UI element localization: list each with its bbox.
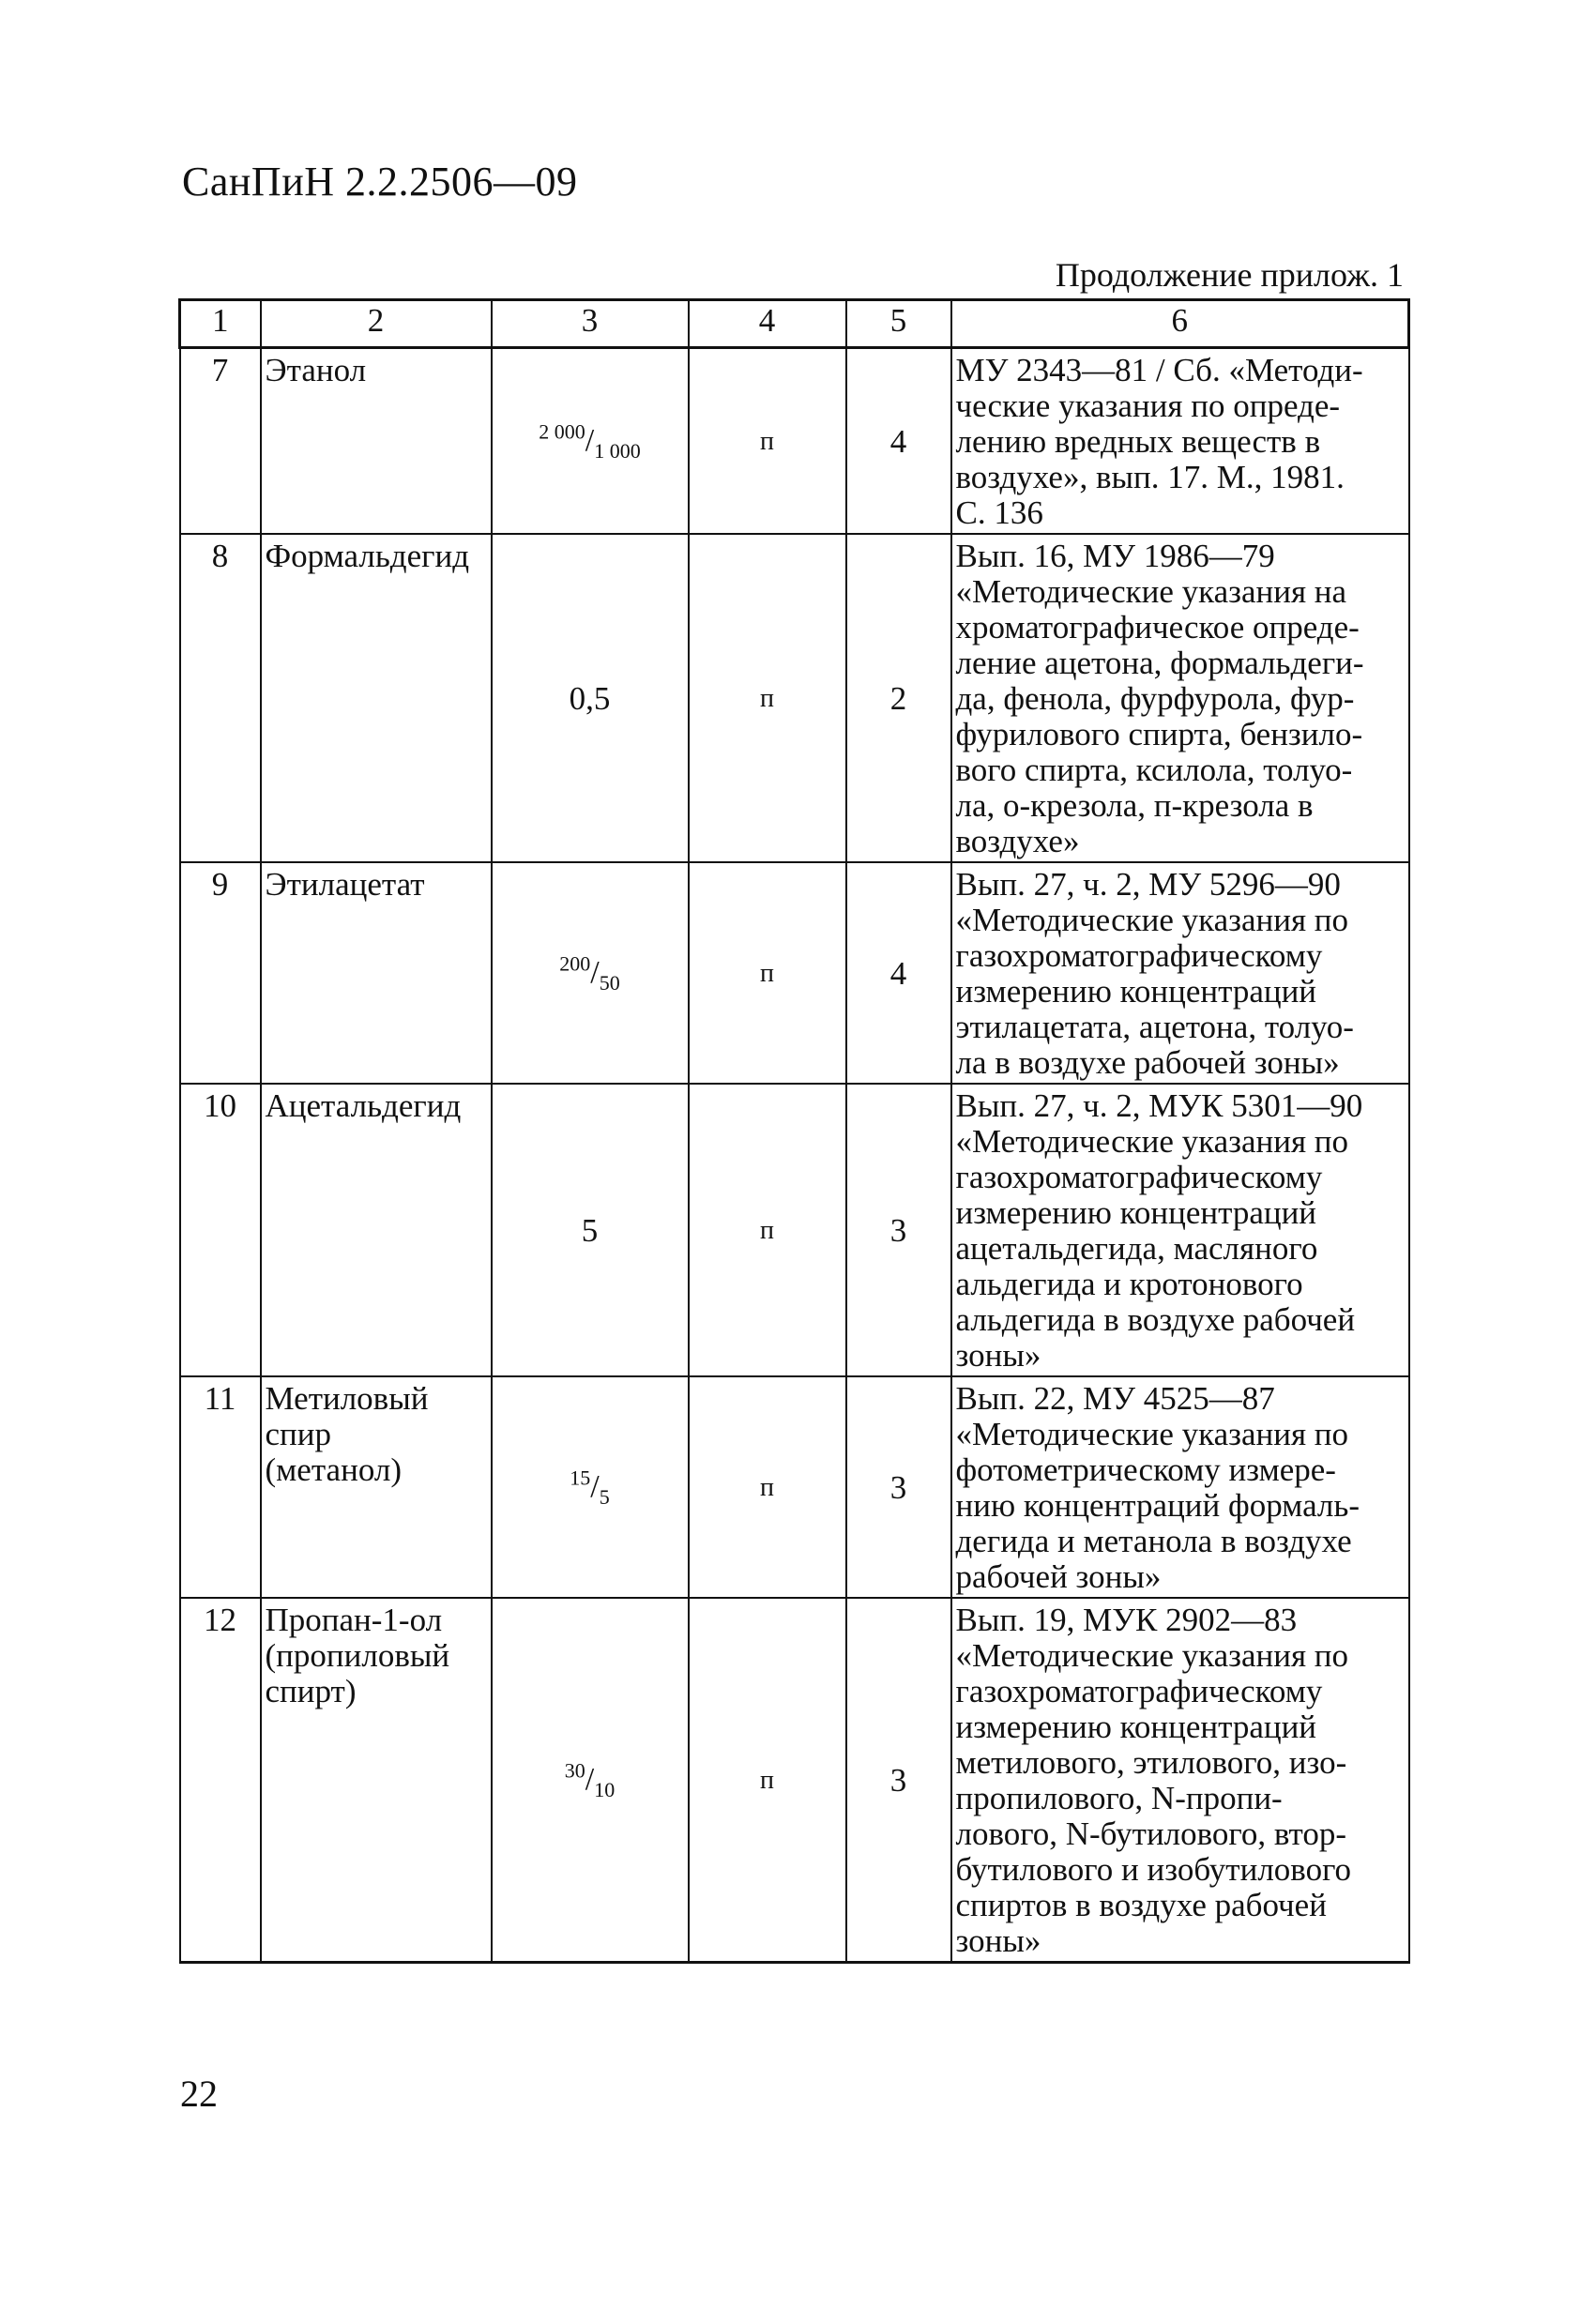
page-number: 22 [180, 2073, 218, 2115]
appendix-table [178, 298, 1410, 1964]
fraction-numerator: 30 [564, 1758, 585, 1783]
aggregate-state: п [689, 1598, 846, 1963]
substance-name: Формальдегид [261, 534, 492, 862]
limit-value [492, 348, 689, 535]
aggregate-state: п [689, 534, 846, 862]
page-header-title: СанПиН 2.2.2506—09 [182, 159, 578, 205]
limit-value: 0,5 [492, 534, 689, 862]
hazard-class: 3 [846, 1376, 951, 1598]
substance-name: Пропан-1-ол (пропиловый спирт) [261, 1598, 492, 1963]
limit-value [492, 1376, 689, 1598]
fraction-slash: / [585, 1762, 595, 1798]
row-number: 12 [180, 1598, 261, 1963]
hazard-class: 2 [846, 534, 951, 862]
substance-name: Метиловый спир (метанол) [261, 1376, 492, 1598]
method-reference: Вып. 19, МУК 2902—83 «Методические указания по газохроматографическому измерению концентраций метилового, этилового, изо- пропилового, N-пропи- лового, N-бутилового, втор- бутилового и изобутилового спиртов в воздухе рабочей зоны» [951, 1598, 1409, 1963]
fraction-slash: / [590, 1469, 600, 1505]
row-number: 9 [180, 862, 261, 1084]
substance-name: Ацетальдегид [261, 1084, 492, 1376]
method-reference: Вып. 27, ч. 2, МУ 5296—90 «Методические указания по газохроматографическому измерению концентраций этилацетата, ацетона, толуо- ла в воздухе рабочей зоны» [951, 862, 1409, 1084]
substance-name: Этанол [261, 348, 492, 535]
fraction-value [564, 1758, 616, 1802]
table-row [180, 862, 1409, 1084]
fraction-denominator: 1 000 [594, 439, 641, 463]
column-header: 5 [846, 300, 951, 348]
column-header: 4 [689, 300, 846, 348]
table-row [180, 1598, 1409, 1963]
table-header-row [180, 300, 1409, 348]
fraction-denominator: 5 [599, 1485, 610, 1510]
method-reference: Вып. 27, ч. 2, МУК 5301—90 «Методические указания по газохроматографическому измерению концентраций ацетальдегида, масляного альдегида и кротонового альдегида в воздухе рабочей зоны» [951, 1084, 1409, 1376]
fraction-denominator: 10 [594, 1778, 616, 1802]
hazard-class: 4 [846, 862, 951, 1084]
table-body [180, 348, 1409, 1963]
aggregate-state: п [689, 862, 846, 1084]
column-header: 1 [180, 300, 261, 348]
column-header: 2 [261, 300, 492, 348]
row-number: 7 [180, 348, 261, 535]
table-row [180, 534, 1409, 862]
fraction-value [570, 1466, 610, 1510]
row-number: 11 [180, 1376, 261, 1598]
row-number: 8 [180, 534, 261, 862]
column-header: 6 [951, 300, 1409, 348]
fraction-value [539, 419, 641, 463]
limit-value [492, 1598, 689, 1963]
row-number: 10 [180, 1084, 261, 1376]
continuation-label: Продолжение прилож. 1 [1055, 256, 1404, 294]
limit-value: 5 [492, 1084, 689, 1376]
hazard-class: 3 [846, 1084, 951, 1376]
limit-value [492, 862, 689, 1084]
aggregate-state: п [689, 348, 846, 535]
column-header: 3 [492, 300, 689, 348]
table-row [180, 1084, 1409, 1376]
hazard-class: 4 [846, 348, 951, 535]
fraction-slash: / [590, 955, 600, 991]
method-reference: Вып. 16, МУ 1986—79 «Методические указания на хроматографическое опреде- ление ацетона, формальдеги- да, фенола, фурфурола, фур- фурилового спирта, бензило- вого спирта, ксилола, толуо- ла, о-крезола, п-крезола в воздухе» [951, 534, 1409, 862]
fraction-numerator: 200 [559, 951, 591, 976]
substance-name: Этилацетат [261, 862, 492, 1084]
hazard-class: 3 [846, 1598, 951, 1963]
table-row [180, 348, 1409, 535]
fraction-slash: / [585, 423, 595, 459]
method-reference: МУ 2343—81 / Сб. «Методи- ческие указания по опреде- лению вредных веществ в воздухе», вып. 17. М., 1981. С. 136 [951, 348, 1409, 535]
aggregate-state: п [689, 1084, 846, 1376]
method-reference: Вып. 22, МУ 4525—87 «Методические указания по фотометрическому измере- нию концентраций формаль- дегида и метанола в воздухе рабочей зоны» [951, 1376, 1409, 1598]
fraction-value [559, 951, 620, 995]
fraction-denominator: 50 [599, 971, 620, 995]
fraction-numerator: 2 000 [539, 419, 585, 444]
fraction-numerator: 15 [570, 1466, 591, 1490]
aggregate-state: п [689, 1376, 846, 1598]
table-row [180, 1376, 1409, 1598]
